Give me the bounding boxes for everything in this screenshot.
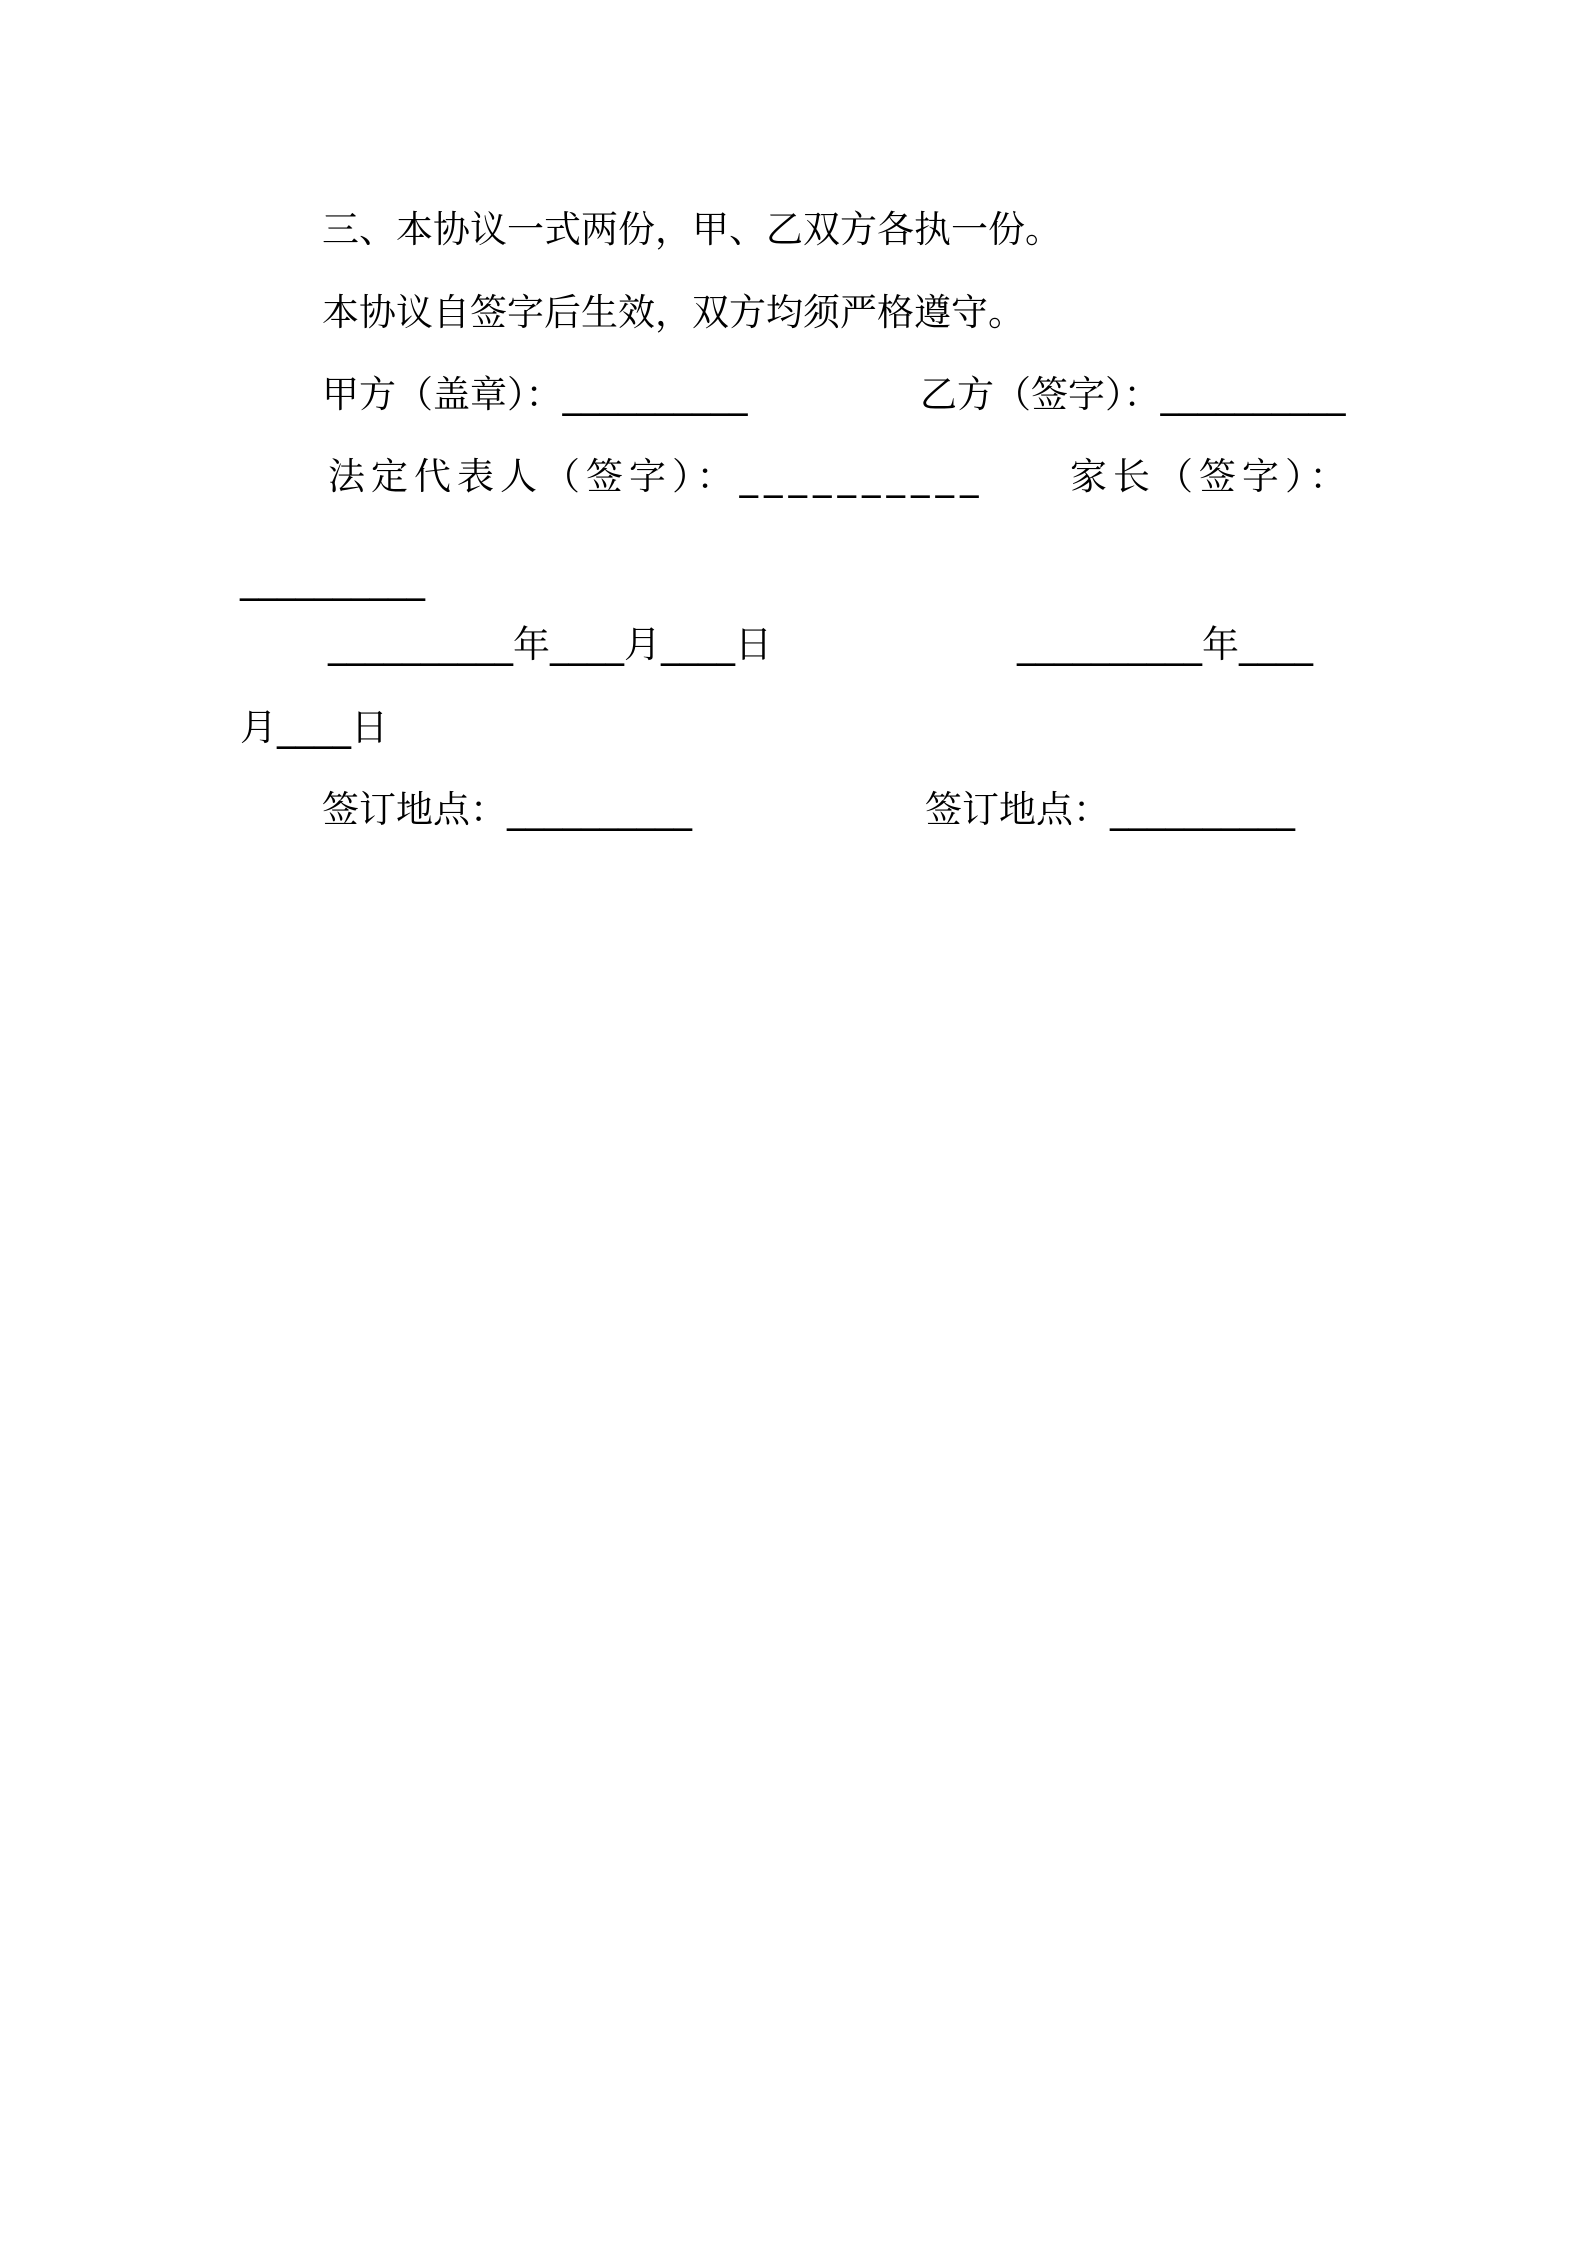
party-a-seal-field: 甲方（盖章）：__________ xyxy=(322,373,748,416)
party-b-sign-field: 乙方（签字）：__________ xyxy=(920,373,1346,416)
signing-place-a: 签订地点：__________ xyxy=(322,788,692,831)
effective-clause: 本协议自签字后生效，双方均须严格遵守。 xyxy=(322,291,1025,334)
signing-place-b: 签订地点：__________ xyxy=(925,788,1295,831)
clause-three: 三、本协议一式两份，甲、乙双方各执一份。 xyxy=(322,208,1062,251)
legal-rep-sign-field: 法定代表人（签字）：__________ xyxy=(328,455,985,498)
date-party-b-part1: __________年____ xyxy=(1017,623,1313,666)
date-party-b-part2: 月____日 xyxy=(240,706,388,749)
date-party-a: __________年____月____日 xyxy=(328,623,772,666)
parent-sign-label: 家长（签字）： xyxy=(1070,455,1353,498)
parent-sign-blank: __________ xyxy=(240,558,425,601)
